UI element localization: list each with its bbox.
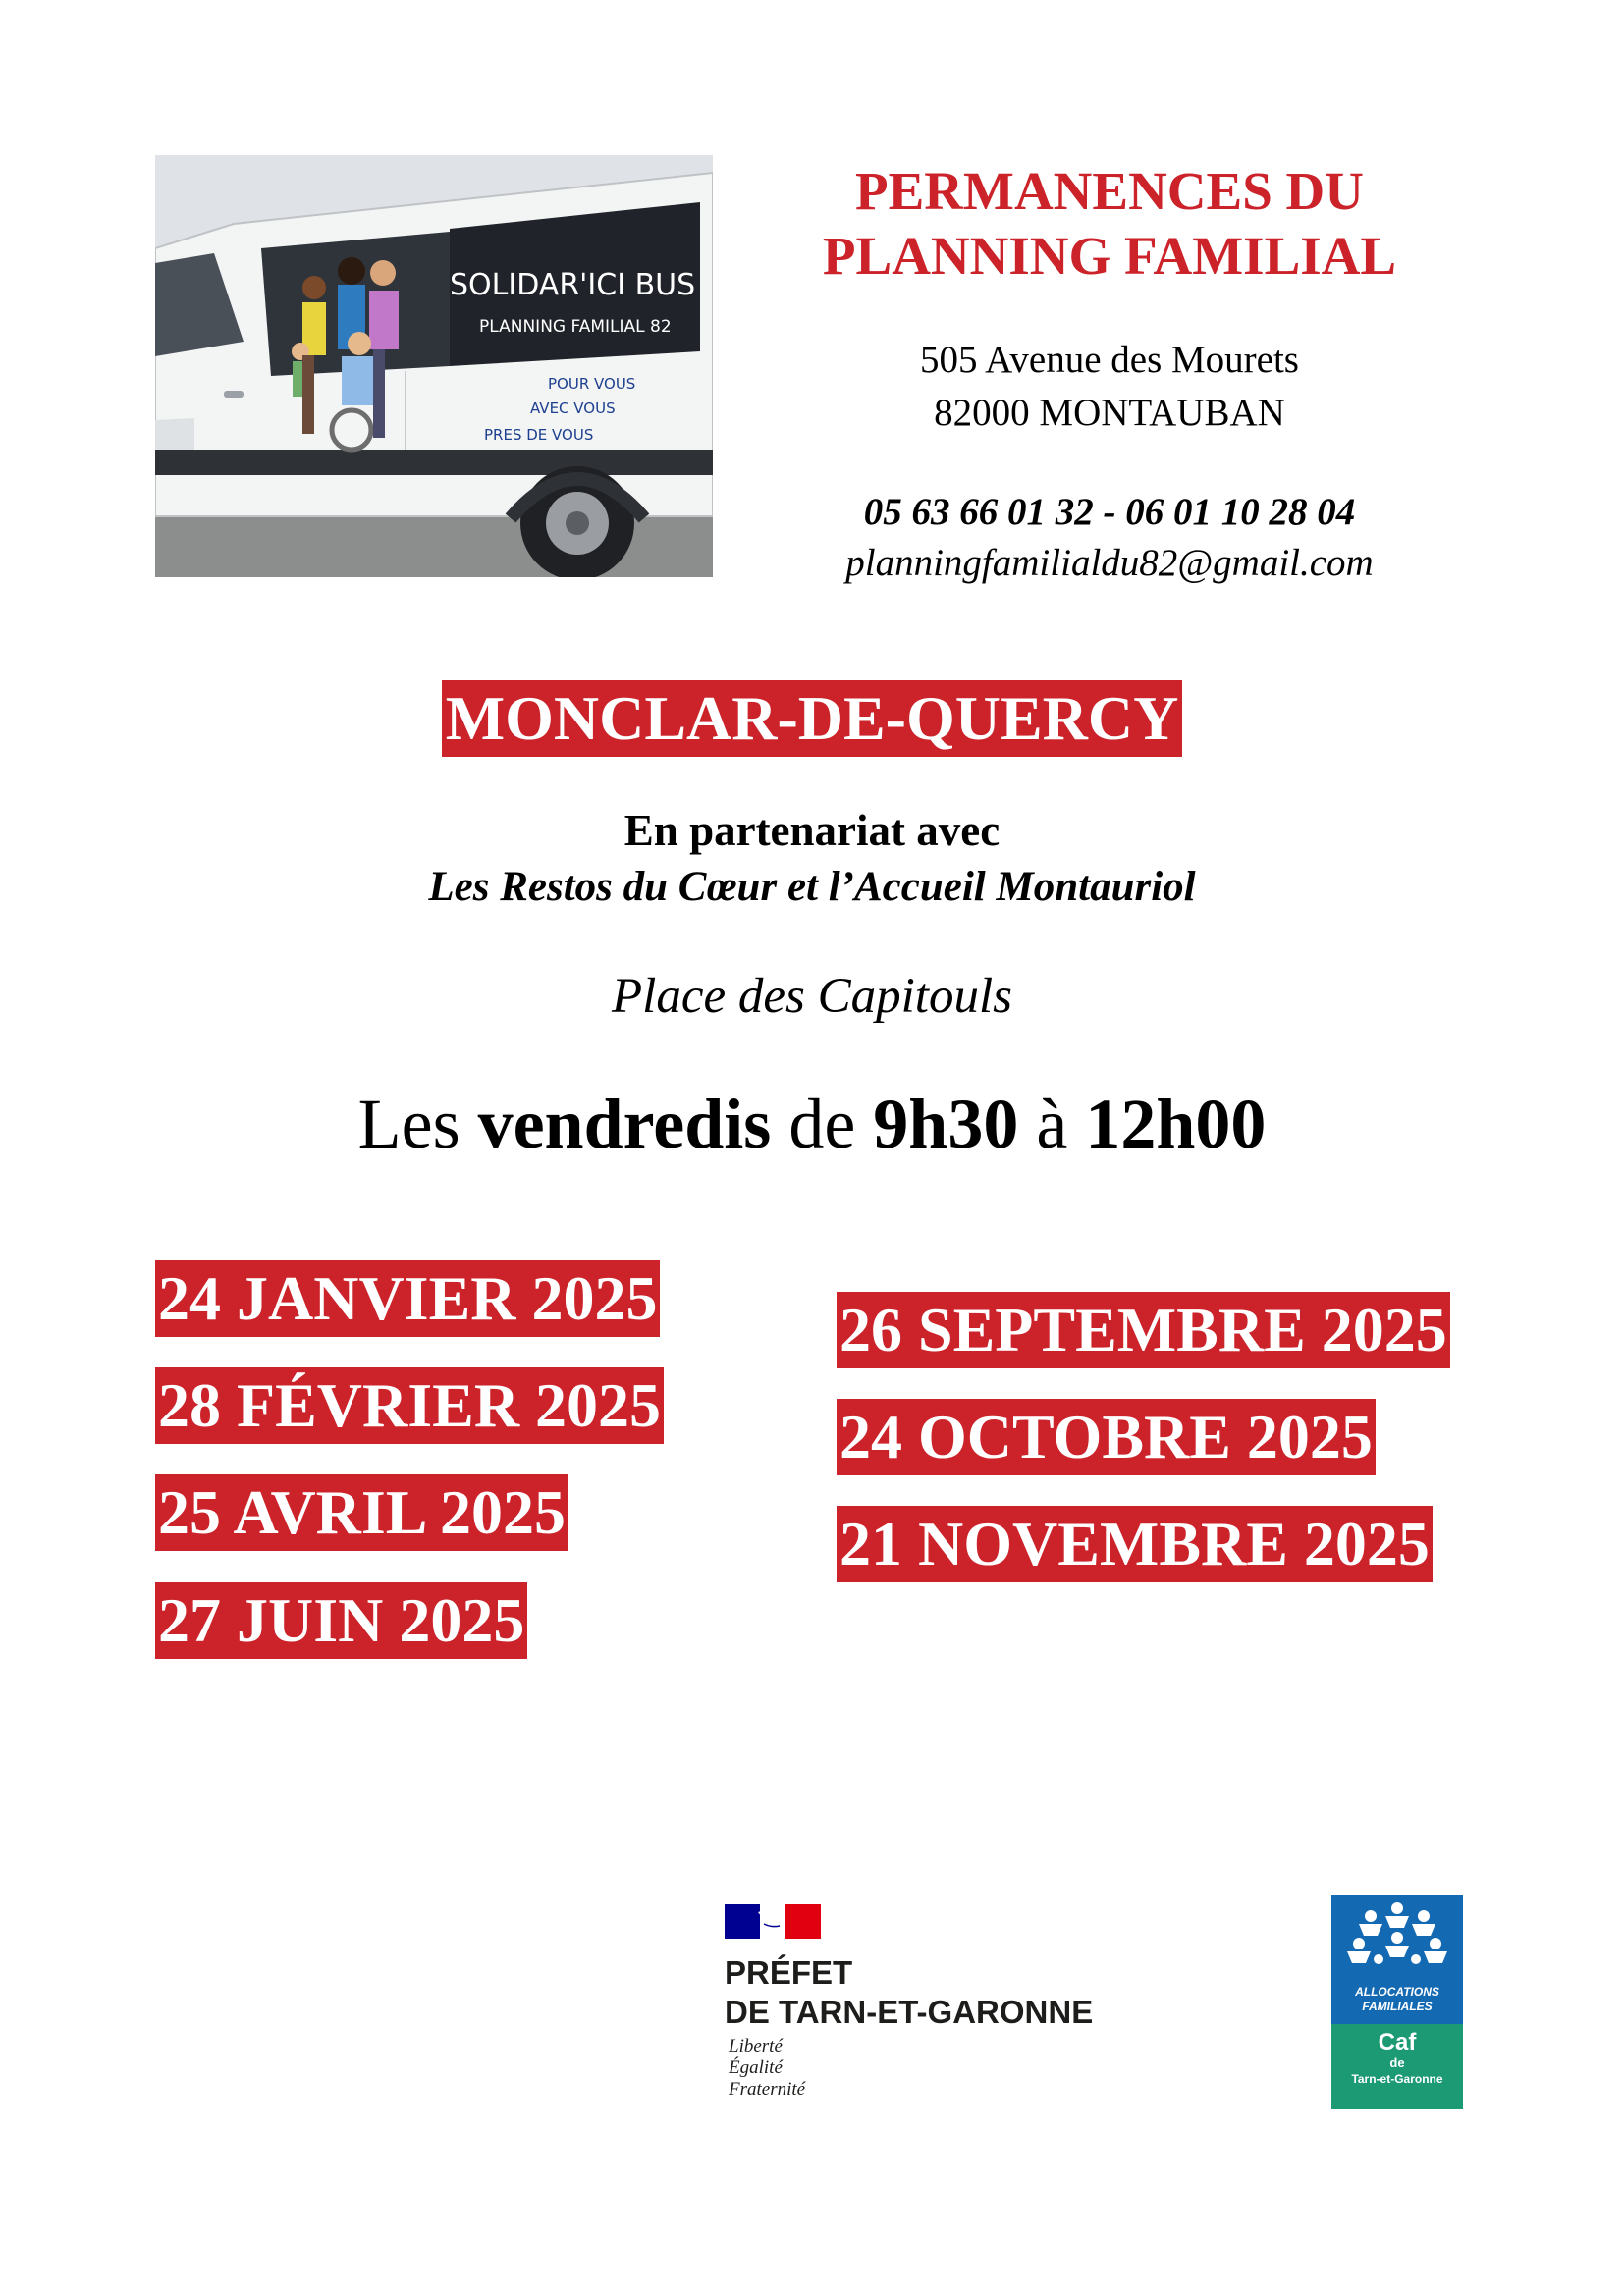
caf-alloc-line-1: ALLOCATIONS — [1355, 1985, 1439, 1999]
meeting-place: Place des Capitouls — [612, 969, 1012, 1024]
motto-egalite: Égalité — [729, 2057, 783, 2078]
town-name: MONCLAR-DE-QUERCY — [442, 680, 1183, 757]
schedule-day: vendredis — [477, 1085, 772, 1163]
caf-logo — [1331, 1895, 1463, 2109]
svg-text:POUR VOUS: POUR VOUS — [548, 375, 636, 393]
schedule-start: 9h30 — [873, 1085, 1019, 1163]
motto-fraternite: Fraternité — [729, 2079, 806, 2100]
prefet-name — [725, 1953, 1093, 2032]
caf-alloc-line-2: FAMILIALES — [1362, 2000, 1433, 2013]
caf-figures-icon — [1331, 1895, 1463, 1983]
partner-names: Les Restos du Cœur et l’Accueil Montauriol — [428, 864, 1196, 910]
caf-de: de — [1389, 2056, 1405, 2070]
schedule-text-2: de — [771, 1085, 874, 1163]
date-item: 25 AVRIL 2025 — [155, 1474, 568, 1551]
svg-text:PRES DE VOUS: PRES DE VOUS — [484, 426, 594, 444]
address — [727, 334, 1492, 440]
phone-numbers: 05 63 66 01 32 - 06 01 10 28 04 — [863, 491, 1356, 533]
date-item: 26 SEPTEMBRE 2025 — [837, 1292, 1450, 1368]
town-banner — [0, 680, 1624, 757]
caf-department: Tarn-et-Garonne — [1351, 2072, 1443, 2086]
date-item: 24 JANVIER 2025 — [155, 1260, 660, 1337]
title-line-2: PLANNING FAMILIAL — [822, 226, 1397, 286]
date-item: 24 OCTOBRE 2025 — [837, 1399, 1376, 1475]
schedule-text-1: Les — [357, 1085, 478, 1163]
date-item: 27 JUIN 2025 — [155, 1582, 527, 1659]
marianne-flag-icon — [725, 1904, 821, 1939]
prefet-logo — [725, 1904, 1137, 2101]
schedule-text-3: à — [1018, 1085, 1086, 1163]
svg-text:PLANNING FAMILIAL 82: PLANNING FAMILIAL 82 — [479, 317, 672, 337]
date-item: 28 FÉVRIER 2025 — [155, 1367, 664, 1444]
svg-text:SOLIDAR'ICI BUS: SOLIDAR'ICI BUS — [450, 268, 696, 302]
email-address: planningfamilialdu82@gmail.com — [845, 542, 1374, 584]
prefet-line-1: PRÉFET — [725, 1954, 853, 1991]
schedule-line — [0, 1080, 1624, 1168]
schedule-end: 12h00 — [1085, 1085, 1267, 1163]
page-title — [727, 159, 1492, 289]
address-city: 82000 MONTAUBAN — [934, 392, 1285, 434]
motto-liberte: Liberté — [729, 2036, 783, 2056]
caf-allocations-label — [1331, 1985, 1463, 2014]
svg-text:AVEC VOUS: AVEC VOUS — [530, 400, 616, 417]
address-street: 505 Avenue des Mourets — [920, 339, 1299, 381]
partner-intro: En partenariat avec — [623, 806, 1001, 855]
prefet-line-2: DE TARN-ET-GARONNE — [725, 1994, 1094, 2030]
date-item: 21 NOVEMBRE 2025 — [837, 1506, 1433, 1582]
bus-photo — [155, 155, 713, 577]
caf-name: Caf — [1378, 2029, 1417, 2056]
title-line-1: PERMANENCES DU — [855, 161, 1364, 221]
republic-motto — [729, 2036, 805, 2101]
